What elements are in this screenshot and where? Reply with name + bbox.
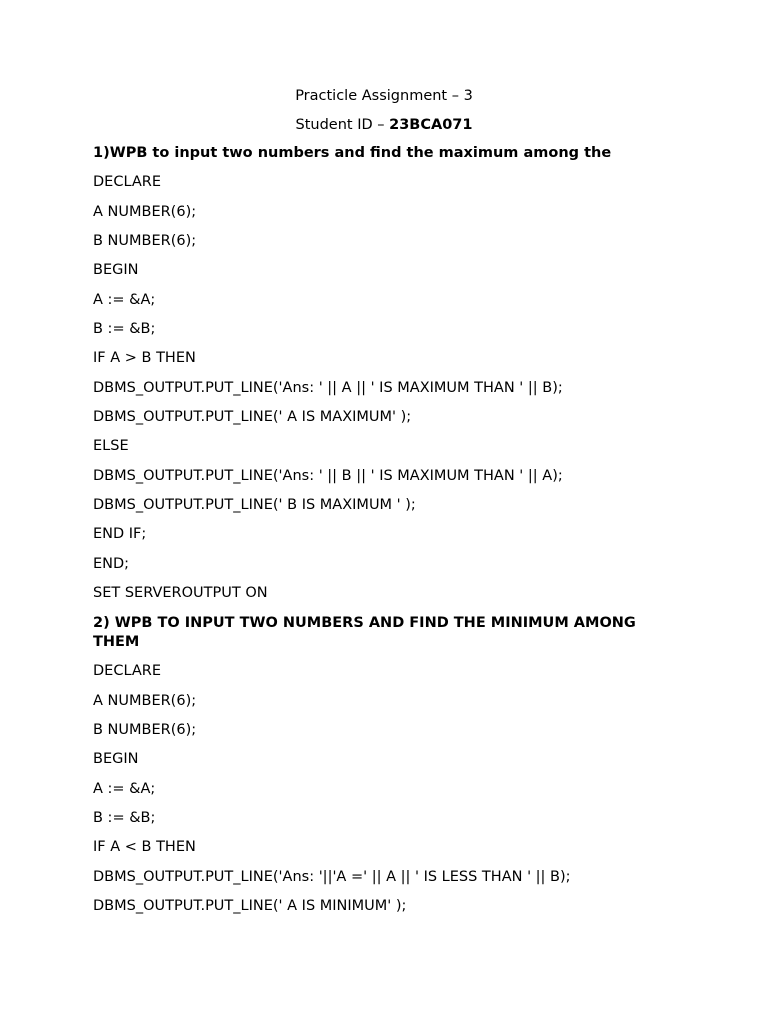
code-line: END IF; xyxy=(93,526,147,543)
section-2-heading: 2) WPB TO INPUT TWO NUMBERS AND FIND THE MINIMUM AMONG THEM xyxy=(93,614,636,650)
code-line: B := &B; xyxy=(93,810,156,827)
document-title: Practicle Assignment – 3 xyxy=(295,88,473,104)
code-line: A := &A; xyxy=(93,291,156,308)
code-line: BEGIN xyxy=(93,751,139,768)
code-line: DBMS_OUTPUT.PUT_LINE('Ans: ' || A || ' IS MAXIMUM THAN ' || B); xyxy=(93,379,563,396)
code-line: DECLARE xyxy=(93,174,162,191)
code-line: DBMS_OUTPUT.PUT_LINE(' B IS MAXIMUM ' ); xyxy=(93,497,416,514)
section-1-code xyxy=(93,173,683,603)
code-line: B := &B; xyxy=(93,321,156,338)
student-id-value: 23BCA071 xyxy=(389,117,473,133)
code-line: A := &A; xyxy=(93,780,156,797)
document-body xyxy=(93,144,683,926)
code-line: DBMS_OUTPUT.PUT_LINE('Ans: ' || B || ' IS MAXIMUM THAN ' || A); xyxy=(93,467,563,484)
code-line: DECLARE xyxy=(93,663,162,680)
section-1-heading: 1)WPB to input two numbers and find the maximum among the xyxy=(93,145,612,161)
code-line: SET SERVEROUTPUT ON xyxy=(93,585,268,602)
code-line: DBMS_OUTPUT.PUT_LINE(' A IS MINIMUM' ); xyxy=(93,898,407,915)
code-line: ELSE xyxy=(93,438,129,455)
code-line: END; xyxy=(93,555,130,572)
code-line: IF A > B THEN xyxy=(93,350,196,367)
code-line: DBMS_OUTPUT.PUT_LINE('Ans: '||'A =' || A || ' IS LESS THAN ' || B); xyxy=(93,868,571,885)
section-2-code xyxy=(93,662,683,916)
code-line: A NUMBER(6); xyxy=(93,203,197,220)
code-line: A NUMBER(6); xyxy=(93,692,197,709)
code-line: B NUMBER(6); xyxy=(93,233,197,250)
code-line: DBMS_OUTPUT.PUT_LINE(' A IS MAXIMUM' ); xyxy=(93,409,412,426)
code-line: BEGIN xyxy=(93,262,139,279)
code-line: IF A < B THEN xyxy=(93,839,196,856)
student-id-label: Student ID – xyxy=(295,117,390,133)
code-line: B NUMBER(6); xyxy=(93,722,197,739)
student-id-line xyxy=(0,115,768,135)
